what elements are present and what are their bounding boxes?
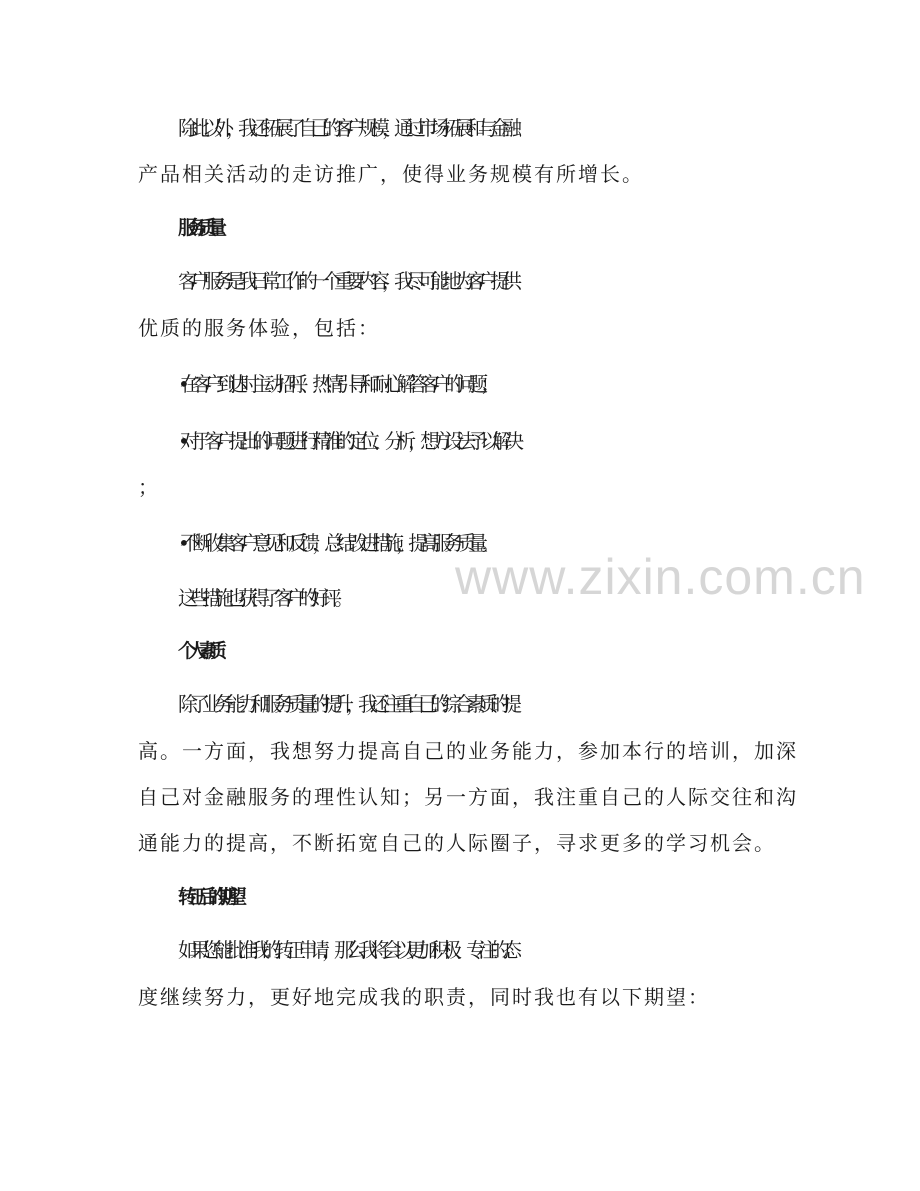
- paragraph-line: 除了业务能力和服务质量的提升，我还注重自己的综合素质的提: [178, 692, 514, 716]
- paragraph-line: 通能力的提高，不断拓宽自己的人际圈子，寻求更多的学习机会。: [138, 831, 776, 855]
- section-heading: 个人素质: [178, 640, 219, 662]
- paragraph-line: 产品相关活动的走访推广，使得业务规模有所增长。: [138, 162, 644, 186]
- bullet-item-continuation: ；: [138, 475, 160, 499]
- bullet-item: • 不断收集客户意见和反馈，总结改进措施，提高服务质量。: [178, 531, 493, 555]
- watermark-text: www.zixin.com.cn: [455, 549, 866, 605]
- paragraph-line: 这些措施也获得了客户的好评。: [178, 586, 346, 610]
- section-heading: 转正后的期望: [178, 886, 239, 908]
- paragraph-line: 自己对金融服务的理性认知；另一方面，我注重自己的人际交往和沟: [138, 785, 798, 809]
- bullet-item: • 对于客户提出的问题进行精准的定位、分析，想方设法予以解决: [178, 429, 517, 453]
- paragraph-line: 客户服务是我日常工作的一个重要内容，我尽可能地为客户提供: [178, 269, 514, 293]
- paragraph-line: 如果您能批准我的转正申请，那么我将会以更加积极、专注的态: [178, 938, 514, 962]
- paragraph-line: 优质的服务体验，包括：: [138, 316, 380, 340]
- paragraph-line: 除此以外，我还拓展了自己的客户规模，通过市场拓展和与金融: [178, 116, 514, 140]
- section-heading: 服务质量: [178, 217, 219, 239]
- paragraph-line: 度继续努力，更好地完成我的职责，同时我也有以下期望：: [138, 985, 710, 1009]
- paragraph-line: 高。一方面，我想努力提高自己的业务能力，参加本行的培训，加深: [138, 739, 798, 763]
- bullet-item: • 在客户到达时主动招呼、热情引导和耐心解答客户的问题；: [178, 372, 493, 396]
